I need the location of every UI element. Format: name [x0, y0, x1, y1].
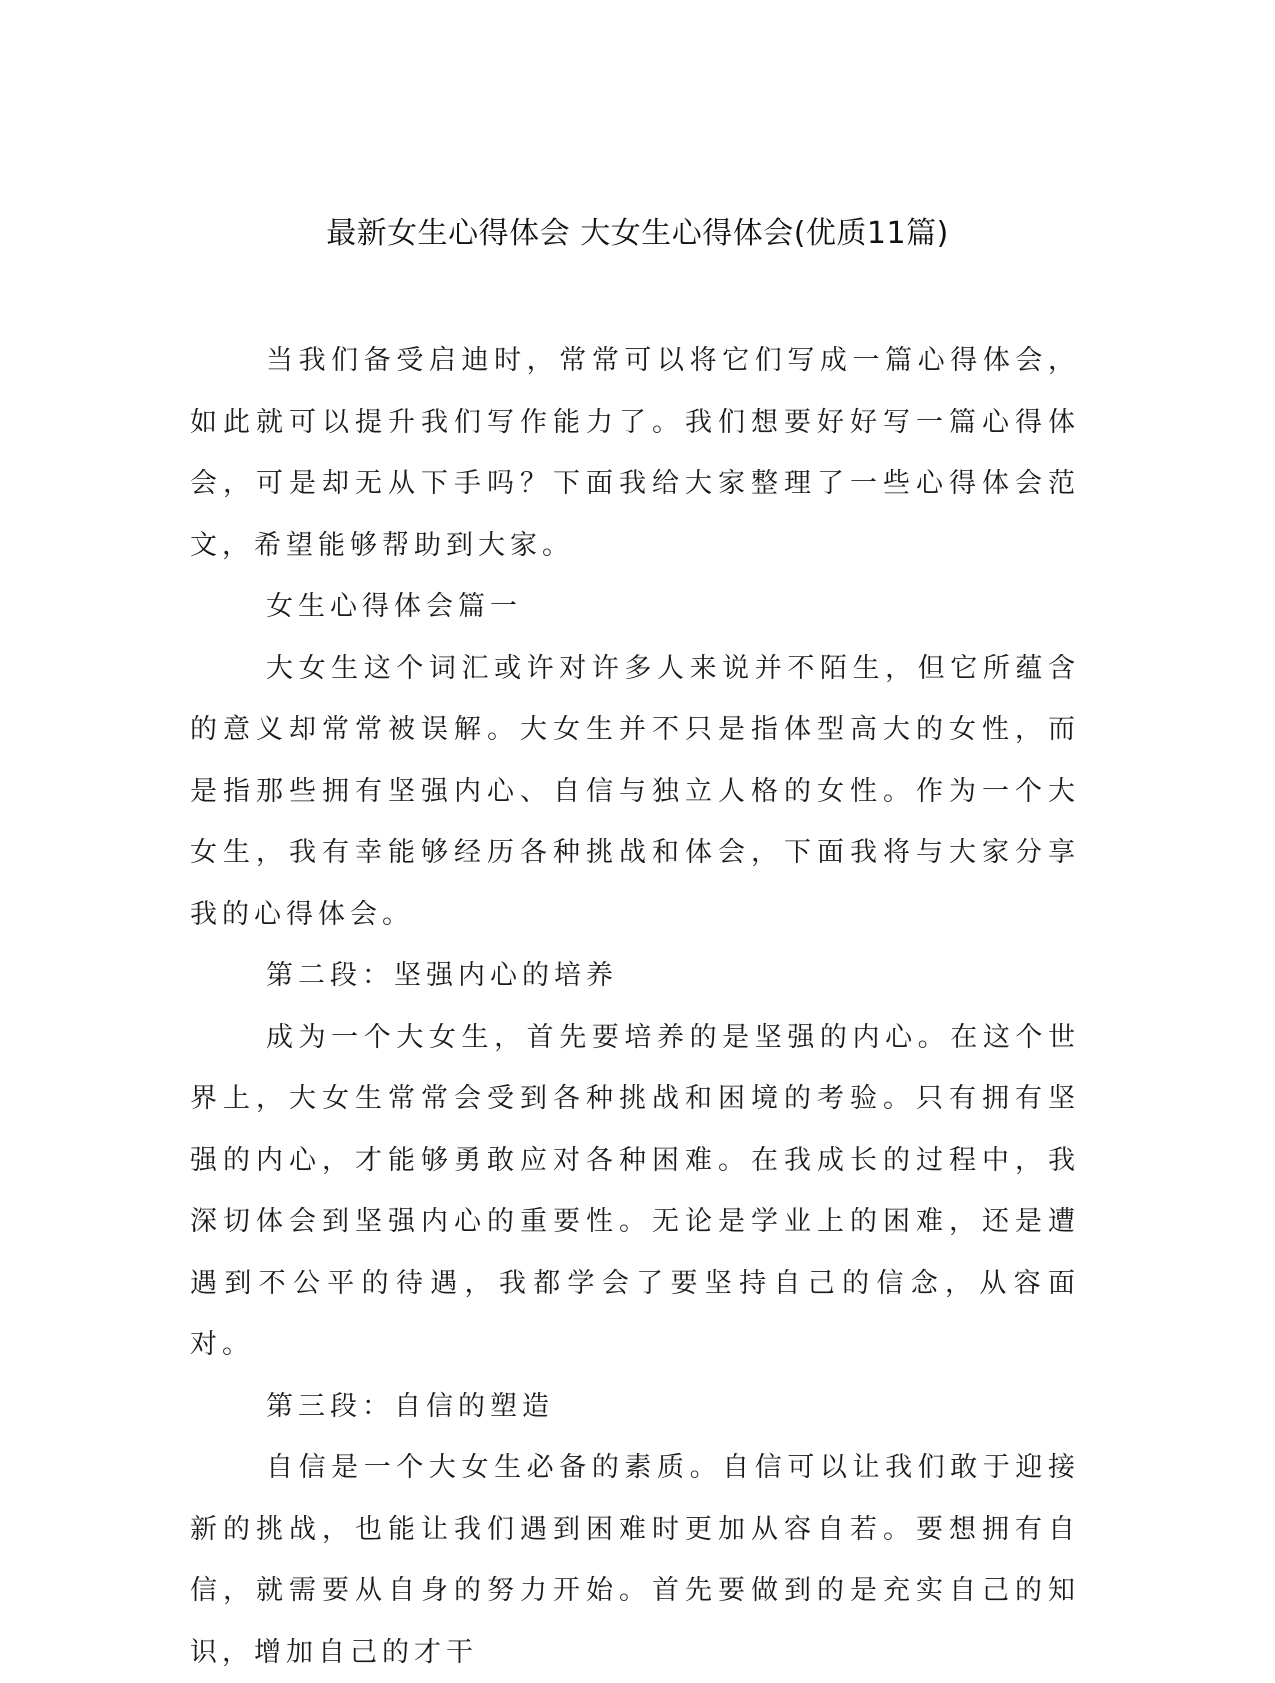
section-heading-2: 第二段：坚强内心的培养	[266, 960, 618, 991]
intro-paragraph: 当我们备受启迪时，常常可以将它们写成一篇心得体会，如此就可以提升我们写作能力了。我们想要好好写一篇心得体会，可是却无从下手吗？下面我给大家整理了一些心得体会范文，希望能够帮助到大家。	[190, 345, 1080, 561]
body-paragraph: 大女生这个词汇或许对许多人来说并不陌生，但它所蕴含的意义却常常被误解。大女生并不只是指体型高大的女性，而是指那些拥有坚强内心、自信与独立人格的女性。作为一个大女生，我有幸能够经历各种挑战和体会，下面我将与大家分享我的心得体会。	[190, 652, 1080, 930]
document-title: 最新女生心得体会 大女生心得体会(优质11篇)	[326, 216, 949, 251]
body-paragraph: 成为一个大女生，首先要培养的是坚强的内心。在这个世界上，大女生常常会受到各种挑战和困境的考验。只有拥有坚强的内心，才能够勇敢应对各种困难。在我成长的过程中，我深切体会到坚强内心的重要性。无论是学业上的困难，还是遭遇到不公平的待遇，我都学会了要坚持自己的信念，从容面对。	[190, 1021, 1080, 1360]
section-heading-3: 第三段：自信的塑造	[266, 1390, 554, 1422]
section-heading-1: 女生心得体会篇一	[266, 591, 522, 622]
document-body	[190, 330, 1080, 1683]
body-paragraph: 自信是一个大女生必备的素质。自信可以让我们敢于迎接新的挑战，也能让我们遇到困难时更加从容自若。要想拥有自信，就需要从自身的努力开始。首先要做到的是充实自己的知识，增加自己的才干	[190, 1452, 1080, 1668]
